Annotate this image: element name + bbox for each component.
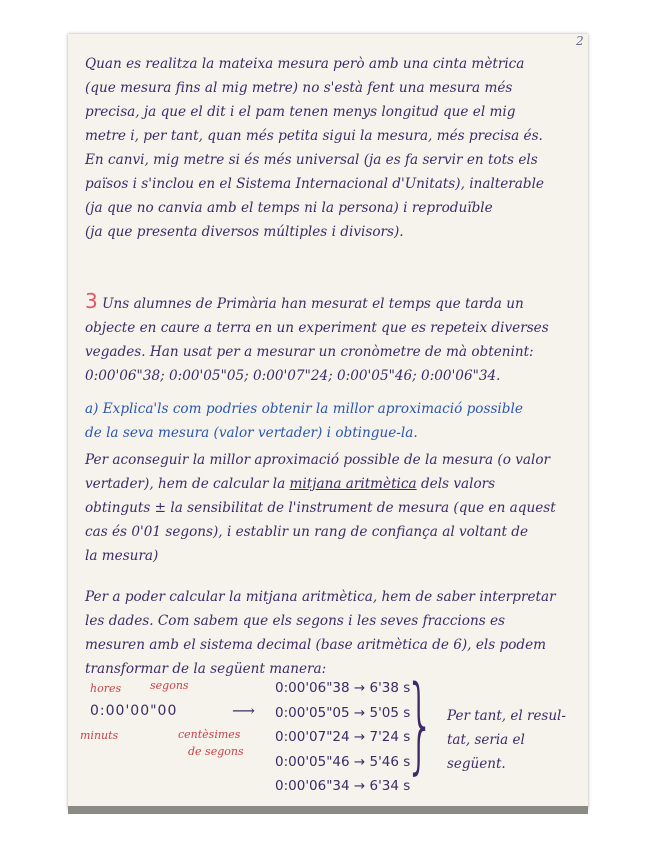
label-minuts: minuts: [80, 729, 119, 742]
text-line: les dades. Com sabem que els segons i les seves fraccions es: [85, 613, 506, 629]
text-line: Per tant, el resul-: [447, 708, 566, 724]
label-segons: segons: [150, 679, 189, 692]
exercise-number: 3: [85, 289, 98, 313]
time-format-template: 0:00'00"00: [90, 703, 178, 719]
text-line: a) Explica'ls com podries obtenir la millor aproximació possible: [85, 401, 523, 417]
underlined-term: mitjana aritmètica: [289, 476, 417, 492]
conversion-row: 0:00'06"38 → 6'38 s: [275, 680, 411, 696]
text-line: Uns alumnes de Primària han mesurat el temps que tarda un: [102, 296, 524, 312]
text-line: vegades. Han usat per a mesurar un cronòmetre de mà obtenint:: [85, 344, 534, 360]
text-line: de la seva mesura (valor vertader) i obtingue-la.: [85, 425, 418, 441]
text-line: següent.: [447, 756, 506, 772]
paragraph-conversion-intro: [85, 585, 585, 681]
text-line: Per a poder calcular la mitjana aritmètica, hem de saber interpretar: [85, 589, 556, 605]
conclusion-note: [447, 704, 566, 776]
conversion-row: 0:00'06"34 → 6'34 s: [275, 778, 411, 794]
text-line: [85, 472, 585, 496]
label-centesimes: centèsimes: [178, 728, 241, 741]
text-line: països i s'inclou en el Sistema Internacional d'Unitats), inalterable: [85, 176, 544, 192]
text-segment: vertader), hem de calcular la: [85, 476, 290, 492]
text-segment: dels valors: [416, 476, 496, 492]
text-line: cas és 0'01 segons), i establir un rang de confiança al voltant de: [85, 524, 529, 540]
text-line: Per aconseguir la millor aproximació possible de la mesura (o valor: [85, 452, 551, 468]
text-line: metre i, per tant, quan més petita sigui la mesura, més precisa és.: [85, 128, 543, 144]
page-bottom-edge: [68, 806, 588, 814]
text-line: transformar de la següent manera:: [85, 661, 327, 677]
question-a: [85, 397, 585, 445]
conversion-row: 0:00'05"05 → 5'05 s: [275, 704, 411, 721]
text-line: obtinguts ± la sensibilitat de l'instrument de mesura (que en aquest: [85, 500, 556, 516]
conversion-row: 0:00'07"24 → 7'24 s: [275, 729, 411, 745]
brace-icon: }: [405, 663, 435, 785]
text-line: la mesura): [85, 548, 159, 564]
answer-a: [85, 448, 585, 568]
exercise-first-line: [85, 289, 585, 316]
text-line: precisa, ja que el dit i el pam tenen menys longitud que el mig: [85, 104, 516, 120]
text-line: mesuren amb el sistema decimal (base aritmètica de 6), els podem: [85, 637, 547, 653]
text-line: (ja que no canvia amb el temps ni la persona) i reproduïble: [85, 200, 493, 216]
page-number: 2: [576, 34, 584, 48]
paragraph-measurement-precision: [85, 52, 585, 244]
text-line: Quan es realitza la mateixa mesura però amb una cinta mètrica: [85, 56, 525, 72]
label-hores: hores: [90, 682, 122, 695]
exercise-3-statement: [85, 289, 585, 388]
text-line: objecte en caure a terra en un experiment que es repeteix diverses: [85, 320, 549, 336]
text-line: (ja que presenta diversos múltiples i divisors).: [85, 224, 404, 240]
arrow-icon: ⟶: [232, 701, 255, 720]
text-line: (que mesura fins al mig metre) no s'està fent una mesura més: [85, 80, 513, 96]
conversion-list: [275, 676, 410, 799]
label-de-segons: de segons: [188, 745, 244, 758]
text-line: tat, seria el: [447, 732, 525, 748]
conversion-row: 0:00'05"46 → 5'46 s: [275, 753, 411, 770]
measurements-line: 0:00'06"38; 0:00'05"05; 0:00'07"24; 0:00'05"46; 0:00'06"34.: [85, 368, 501, 384]
text-line: En canvi, mig metre si és més universal (ja es fa servir en tots els: [85, 152, 538, 168]
